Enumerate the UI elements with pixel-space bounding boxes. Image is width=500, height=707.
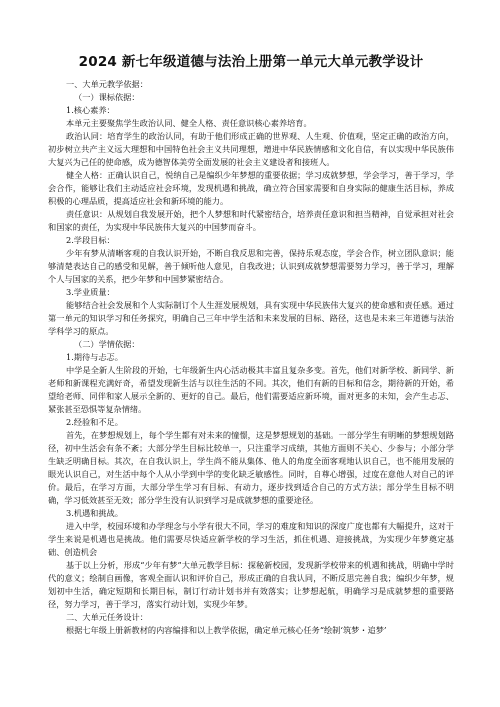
item-heading: 2.经验和不足。 xyxy=(66,417,123,427)
subsection-heading: （二）学情依据： xyxy=(74,339,140,349)
item-heading: 1.期待与忐忑。 xyxy=(66,352,123,362)
paragraph: 本单元主要聚焦学生政治认同、健全人格、责任意识核心素养培育。 xyxy=(66,118,312,128)
paragraph: 基于以上分析，形成“少年有梦”大单元教学目标：探秘新校园，发现新学校带来的机遇和挑战，明确中学时代的意义；绘制自画像，客观全面认识和评价自己，形成正确的自我认同，不断反思完善自我；编织少年梦，规划初中生活，确定短期和长期目标，制订行动计划书并有效落实；让梦想起航，明确学习是成就梦想的重要路径，努力学习，善于学习，落实行动计划，实现少年梦。 xyxy=(48,560,454,609)
subsection-heading: （一）课标依据： xyxy=(74,92,140,102)
document-body xyxy=(48,78,454,637)
paragraph: 中学是全新人生阶段的开始，七年级新生内心活动极其丰富且复杂多变。首先，他们对新学校、新同学、新老师和新课程充满好奇，希望发现新生活与以往生活的不同。其次，他们有新的目标和信念，期待新的开始，希望给老师、同伴和家人展示全新的、更好的自己。最后，他们需要适应新环境，面对更多的未知，会产生忐忑、紧张甚至恐惧等复杂情绪。 xyxy=(48,365,454,414)
paragraph: 责任意识：从规划自我发展开始，把个人梦想和时代紧密结合，培养责任意识和担当精神，自觉承担对社会和国家的责任，为实现中华民族伟大复兴的中国梦而奋斗。 xyxy=(48,209,454,232)
paragraph: 健全人格：正确认识自己，悦纳自己是编织少年梦想的重要依据；学习成就梦想，学会学习，善于学习，学会合作，能够让我们主动适应社会环境，发现机遇和挑战，确立符合国家需要和自身实际的健康生活目标，养成积极的心理品质，提高适应社会和新环境的能力。 xyxy=(48,170,454,206)
section-heading: 二、大单元任务设计： xyxy=(66,612,148,622)
paragraph: 进入中学，校园环境和办学理念与小学有很大不同，学习的难度和知识的深度广度也都有大幅提升，这对于学生来说是机遇也是挑战。他们需要尽快适应新学校的学习生活，抓住机遇、迎接挑战，为实现少年梦奠定基础、创造机会 xyxy=(48,521,454,557)
item-heading: 3.机遇和挑战。 xyxy=(66,508,123,518)
item-heading: 1.核心素养： xyxy=(66,105,115,115)
paragraph: 少年有梦从清晰客观的自我认识开始，不断自我反思和完善，保持乐观态度，学会合作，树立团队意识；能够清楚表达自己的感受和见解，善于倾听他人意见，自我改进；认识到成就梦想需要努力学习，善于学习，理解个人与国家的关系，把少年梦和中国梦紧密结合。 xyxy=(48,248,454,284)
section-heading: 一、大单元教学依据： xyxy=(66,79,148,89)
document-title: 2024 新七年级道德与法治上册第一单元大单元教学设计 xyxy=(78,54,424,70)
paragraph: 能够结合社会发展和个人实际制订个人生涯发展规划，具有实现中华民族伟大复兴的使命感和责任感。通过第一单元的知识学习和任务探究，明确自己三年中学生活和未来发展的目标、路径，这也是未来三年道德与法治学科学习的原点。 xyxy=(48,300,454,336)
item-heading: 2.学段目标： xyxy=(66,235,115,245)
item-heading: 3.学业质量： xyxy=(66,287,115,297)
paragraph: 根据七年级上册新教材的内容编排和以上教学依据，确定单元核心任务“绘制‘筑梦・追梦’ xyxy=(66,625,387,635)
paragraph: 首先，在梦想规划上，每个学生都有对未来的憧憬，这是梦想规划的基础。一部分学生有明晰的梦想规划路径，初中生活会有条不紊；大部分学生目标比较单一，只注重学习成绩，其他方面则不关心、少参与；小部分学生缺乏明确目标。其次，在自我认识上，学生尚不能从集体、他人的角度全面客观地认识自己，也不能用发展的眼光认识自己，对生活中每个人从小学到中学的变化缺乏敏感性。同时，自尊心增强，过度在意他人对自己的评价。最后，在学习方面，大部分学生学习有目标、有动力，逐步找到适合自己的方式方法；部分学生目标不明确，学习低效甚至无效；部分学生没有认识到学习是成就梦想的重要途径。 xyxy=(48,430,454,505)
paragraph: 政治认同：培育学生的政治认同，有助于他们形成正确的世界观、人生观、价值观，坚定正确的政治方向，初步树立共产主义远大理想和中国特色社会主义共同理想，增进中华民族情感和文化自信，有以实现中华民族伟大复兴为己任的使命感，成为德智体美劳全面发展的社会主义建设者和接班人。 xyxy=(48,131,454,167)
